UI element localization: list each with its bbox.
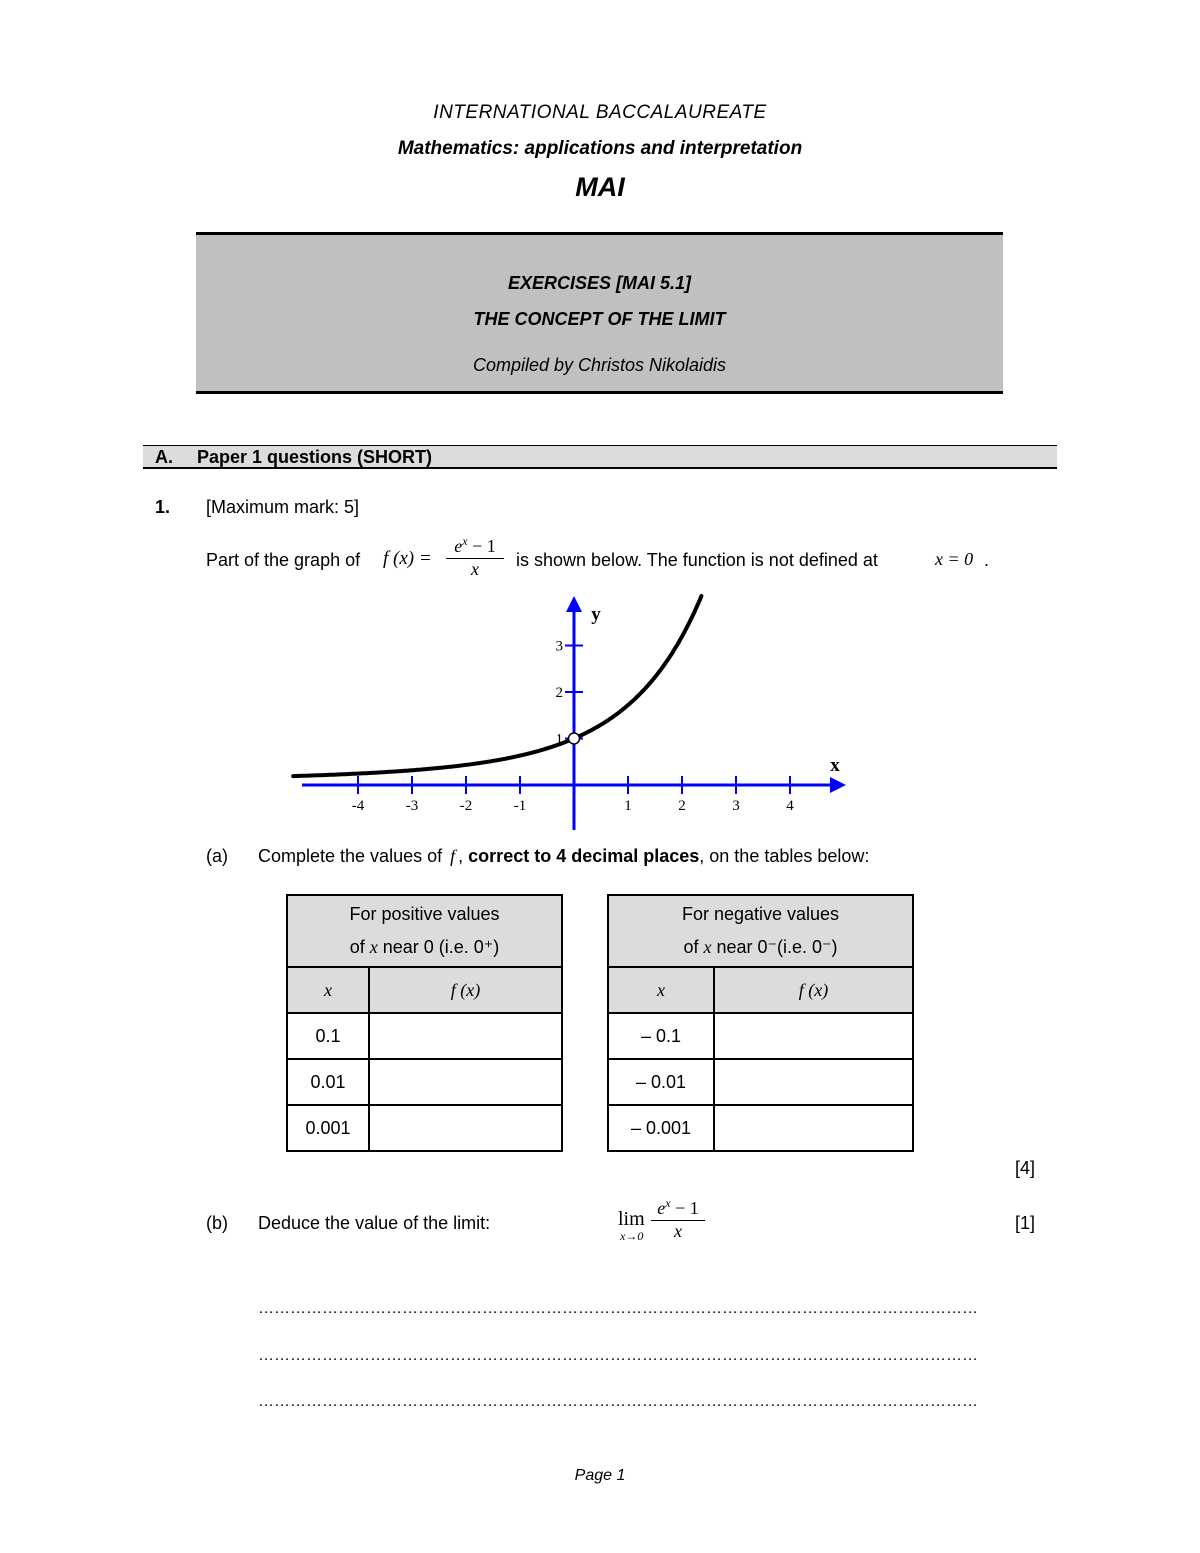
part-a-text-before: Complete the values of	[258, 846, 443, 866]
title-box	[196, 232, 1003, 394]
x-tick-label: -2	[459, 798, 473, 814]
document-organization: INTERNATIONAL BACCALAUREATE	[433, 102, 767, 123]
y-tick-label: 3	[555, 638, 563, 655]
document-subject: Mathematics: applications and interpretation	[397, 138, 803, 159]
table-row	[287, 1059, 562, 1105]
topic-title: THE CONCEPT OF THE LIMIT	[473, 309, 726, 329]
document-course-code: MAI	[575, 172, 625, 202]
function-numerator-rest: − 1	[467, 536, 496, 556]
x-axis-arrow	[830, 777, 846, 793]
x-tick-label: -4	[351, 798, 365, 814]
positive-col-fx: f (x)	[369, 967, 562, 1013]
table-row	[608, 1059, 913, 1105]
section-title: Paper 1 questions (SHORT)	[197, 447, 433, 467]
positive-table-header	[287, 895, 562, 967]
limit-numerator-rest: − 1	[670, 1198, 699, 1218]
part-b-marks: [1]	[1015, 1213, 1036, 1233]
function-denominator: x	[471, 559, 479, 579]
table-row	[608, 1105, 913, 1151]
x-axis-label: x	[830, 755, 840, 776]
table-row	[608, 1013, 913, 1059]
negative-header-near: near 0⁻(i.e. 0⁻)	[716, 937, 838, 957]
function-curve	[293, 596, 701, 776]
positive-x-cell: 0.1	[287, 1013, 369, 1059]
function-numerator-exponent: x	[462, 534, 468, 548]
page-number: Page 1	[574, 1467, 626, 1484]
function-lhs-text: f (x) =	[383, 548, 432, 569]
positive-header-var: x	[369, 937, 378, 957]
positive-col-x: x	[287, 967, 369, 1013]
question-intro-end: .	[984, 550, 990, 570]
table-row	[287, 1013, 562, 1059]
y-axis-arrow	[566, 596, 582, 612]
x-tick-label: -3	[405, 798, 419, 814]
negative-table-header	[608, 895, 913, 967]
part-a-func: f	[450, 846, 456, 866]
positive-header-line1: For positive values	[349, 904, 500, 924]
part-a-marks: [4]	[1015, 1158, 1036, 1178]
x-tick-label: 3	[732, 798, 740, 814]
limit-subscript: x→0	[620, 1229, 644, 1243]
function-numerator	[446, 534, 504, 559]
part-a-prompt	[258, 846, 869, 867]
y-axis-label: y	[591, 604, 601, 625]
positive-x-cell: 0.001	[287, 1105, 369, 1151]
limit-fraction	[651, 1196, 705, 1242]
positive-header-near: near 0 (i.e. 0⁺)	[382, 937, 500, 957]
positive-fx-answer-cell[interactable]	[369, 1013, 562, 1059]
function-graph	[290, 590, 860, 840]
table-row	[287, 1105, 562, 1151]
exercises-title: EXERCISES [MAI 5.1]	[507, 273, 692, 293]
limit-numerator	[651, 1196, 705, 1221]
x-tick-label: 4	[786, 798, 794, 814]
answer-line[interactable]: ………………………………………………………………………………………………………………………	[258, 1300, 978, 1317]
negative-fx-answer-cell[interactable]	[714, 1105, 913, 1151]
negative-col-x: x	[608, 967, 714, 1013]
undefined-point	[935, 549, 973, 570]
negative-values-table	[607, 894, 914, 1152]
part-a-bold-instruction: correct to 4 decimal places	[468, 846, 700, 866]
x-tick-label: -1	[513, 798, 527, 814]
positive-x-cell: 0.01	[287, 1059, 369, 1105]
question-number: 1.	[155, 497, 171, 517]
positive-values-table	[286, 894, 563, 1152]
negative-header-of: of	[683, 937, 699, 957]
negative-header-line1: For negative values	[681, 904, 840, 924]
function-fraction	[446, 534, 504, 580]
undefined-point-text: x = 0	[935, 549, 974, 569]
part-a-text-after: , on the tables below:	[699, 846, 870, 866]
negative-fx-answer-cell[interactable]	[714, 1013, 913, 1059]
part-b-label: (b)	[206, 1213, 228, 1233]
limit-numerator-exponent: x	[665, 1196, 671, 1210]
question-intro-after: is shown below. The function is not defined at	[516, 550, 878, 570]
negative-header-var: x	[703, 937, 712, 957]
limit-numerator-base: e	[657, 1198, 666, 1218]
limit-operator	[618, 1208, 645, 1244]
negative-x-cell: – 0.1	[608, 1013, 714, 1059]
answer-line[interactable]: ………………………………………………………………………………………………………………………	[258, 1393, 978, 1410]
limit-lim: lim	[618, 1208, 645, 1230]
question-max-mark: [Maximum mark: 5]	[206, 497, 360, 517]
negative-col-fx: f (x)	[714, 967, 913, 1013]
answer-line[interactable]: ………………………………………………………………………………………………………………………	[258, 1347, 978, 1364]
positive-fx-answer-cell[interactable]	[369, 1105, 562, 1151]
negative-x-cell: – 0.01	[608, 1059, 714, 1105]
part-a-label: (a)	[206, 846, 228, 866]
x-tick-label: 1	[624, 798, 632, 814]
y-tick-label: 1	[555, 731, 563, 748]
limit-denominator: x	[674, 1221, 682, 1241]
function-lhs	[383, 548, 432, 570]
part-b-text: Deduce the value of the limit:	[258, 1213, 491, 1233]
negative-x-cell: – 0.001	[608, 1105, 714, 1151]
y-tick-label: 2	[555, 685, 563, 701]
part-a-comma: ,	[458, 846, 464, 866]
positive-header-of: of	[349, 937, 365, 957]
negative-header-line2	[609, 931, 912, 964]
question-intro-text: Part of the graph of	[206, 550, 361, 570]
author-credit: Compiled by Christos Nikolaidis	[472, 355, 727, 375]
section-letter: A.	[155, 447, 173, 467]
open-circle-hole	[569, 733, 580, 744]
x-tick-label: 2	[678, 798, 686, 814]
negative-fx-answer-cell[interactable]	[714, 1059, 913, 1105]
positive-fx-answer-cell[interactable]	[369, 1059, 562, 1105]
function-numerator-base: e	[454, 536, 463, 556]
positive-header-line2	[288, 931, 561, 964]
